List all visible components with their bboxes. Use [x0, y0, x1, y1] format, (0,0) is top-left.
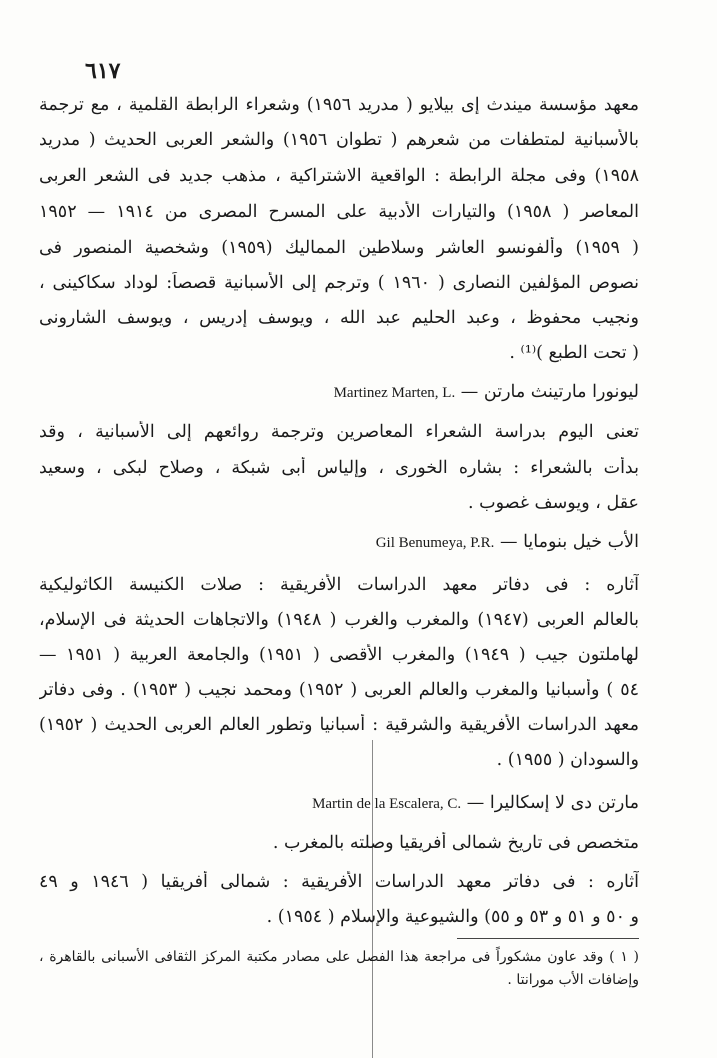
text-line: متخصص فى تاريخ شمالى أفريقيا وصلته بالمغرب . [272, 833, 639, 853]
footnote-line: ( ١ ) وقد عاون مشكوراً فى مراجعة هذا الفصل على مصادر مكتبة المركز الثقافى الأسبانى بالقاهرة ، [39, 949, 640, 965]
entry-heading [39, 381, 639, 404]
footnote-line: وإضافات الأب مورانتا . [507, 972, 639, 988]
latin-name: Martinez Marten, L. [333, 385, 456, 401]
latin-name: Martin de la Escalera, C. [312, 796, 462, 812]
text-line: المعاصر ( ١٩٥٨) والتيارات الأدبية على المسرح المصرى من ١٩١٤ — ١٩٥٢ [39, 202, 639, 222]
text-line: ٥٤ ) وأسبانيا والمغرب والعالم العربى ( ١٩٥٢) ومحمد نجيب ( ١٩٥٣) . وفى دفاتر [39, 680, 639, 700]
text-line: آثاره : فى دفاتر معهد الدراسات الأفريقية : صلات الكنيسة الكاثوليكية [39, 575, 639, 595]
text-line: ( تحت الطبع )⁽¹⁾ . [509, 343, 639, 363]
text-line: معهد الدراسات الأفريقية والشرقية : أسبانيا وتطور العالم العربى الحديث ( ١٩٥٢) [39, 715, 639, 735]
text-line: والسودان ( ١٩٥٥) . [496, 750, 639, 770]
page-number: ٦١٧ [85, 58, 121, 84]
text-line: بدأت بالشعراء : بشاره الخورى ، وإلياس أبى شبكة ، وصلاح لبكى ، وسعيد [39, 458, 639, 478]
arabic-name: مارتن دى لا إسكاليرا [489, 793, 639, 813]
text-line: معهد مؤسسة ميندث إى بيلايو ( مدريد ١٩٥٦) وشعراء الرابطة القلمية ، مع ترجمة [39, 95, 639, 115]
dash: — [500, 532, 518, 552]
entry-heading [39, 531, 639, 554]
text-line: تعنى اليوم بدراسة الشعراء المعاصرين وترجمة روائعهم إلى الأسبانية ، وقد [39, 422, 639, 442]
text-line: ( ١٩٥٩) وألفونسو العاشر وسلاطين المماليك (١٩٥٩) وشخصية المنصور فى [39, 238, 639, 258]
arabic-name: الأب خيل بنومايا [523, 532, 639, 552]
text-line: آثاره : فى دفاتر معهد الدراسات الأفريقية : شمالى أفريقيا ( ١٩٤٦ و ٤٩ [39, 872, 639, 892]
text-line: ونجيب محفوظ ، وعبد الحليم عبد الله ، ويوسف إدريس ، ويوسف الشارونى [39, 308, 639, 328]
dash: — [466, 793, 485, 813]
text-line: بالأسبانية لمتطفات من شعرهم ( تطوان ١٩٥٦) والشعر العربى الحديث ( مدريد [39, 130, 639, 150]
arabic-name: ليونورا مارتينث مارتن [483, 382, 639, 402]
text-line: لهاملتون جيب ( ١٩٤٩) والمغرب الأقصى ( ١٩٥١) والجامعة العربية ( ١٩٥١ — [39, 645, 639, 665]
footnote-rule [457, 938, 639, 939]
text-line: ١٩٥٨) وفى مجلة الرابطة : الواقعية الاشتراكية ، مذهب جديد فى الشعر العربى [39, 166, 639, 186]
text-line: عقل ، ويوسف غصوب . [468, 493, 639, 513]
text-line: نصوص المؤلفين النصارى ( ١٩٦٠ ) وترجم إلى الأسبانية قصصاً: لوداد سكاكينى ، [39, 273, 639, 293]
entry-heading [39, 792, 639, 815]
page-fold-line [372, 740, 373, 1058]
text-line: بالعالم العربى (١٩٤٧) والمغرب والغرب ( ١٩٤٨) والاتجاهات الحديثة فى الإسلام، [39, 610, 639, 630]
text-line: و ٥٠ و ٥١ و ٥٣ و ٥٥) والشيوعية والإسلام ( ١٩٥٤) . [266, 907, 639, 927]
latin-name: Gil Benumeya, P.R. [375, 535, 495, 551]
dash: — [460, 382, 479, 402]
